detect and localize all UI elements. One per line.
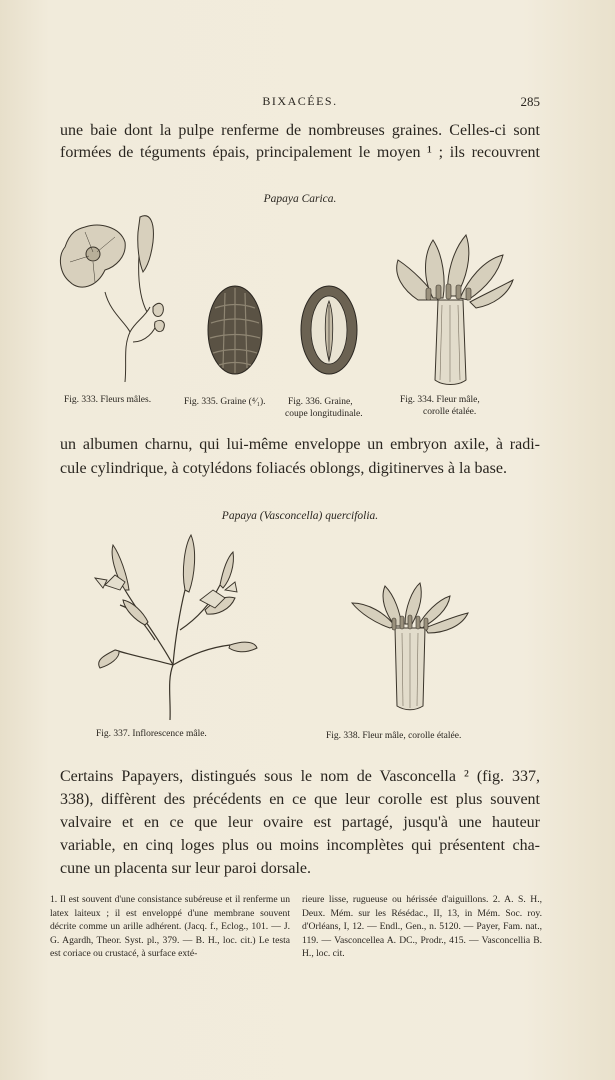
fig-333-male-flowers-illustration — [55, 212, 175, 387]
footnote-column-right — [302, 893, 542, 961]
figure-group-1-title: Papaya Carica. — [263, 193, 337, 205]
running-header — [60, 94, 540, 112]
paragraph-1-line-1: une baie dont la pulpe renferme de nombreuses graines. Celles-ci sont — [60, 122, 540, 139]
fig-334-caption-line-1: Fig. 334. Fleur mâle, — [400, 395, 480, 405]
page-number: 285 — [520, 94, 540, 109]
fig-338-corolla-illustration — [350, 578, 470, 713]
paragraph-3-line-3: valvaire et en ce que leur ovaire est partagé, jusqu'à une hauteur — [60, 814, 540, 831]
paragraph-3-line-5: cune un placenta sur leur paroi dorsale. — [60, 860, 312, 877]
paragraph-2-line-1: un albumen charnu, qui lui-même enveloppe un embryon axile, à radi- — [60, 436, 540, 453]
fig-335-seed-illustration — [205, 283, 265, 378]
fig-336-caption-line-2: coupe longitudinale. — [285, 409, 363, 419]
fig-337-caption: Fig. 337. Inflorescence mâle. — [96, 729, 207, 739]
footnote-1-text: 1. Il est souvent d'une consistance subéreuse et il renferme un latex laiteux ; il est enveloppé d'une membrane souvent décrite comme un arille adhérent. (Jacq. f., Eclog., 101. — J. G. Agardh, Theor. Syst. pl., 379. — B. H., loc. cit.) Le testa est coriace ou crustacé, à surface exté- — [50, 894, 290, 959]
fig-338-caption: Fig. 338. Fleur mâle, corolle étalée. — [326, 731, 462, 741]
fig-336-seed-section-illustration — [298, 283, 360, 378]
figure-group-2-title: Papaya (Vasconcella) quercifolia. — [221, 510, 379, 522]
fig-334-caption-line-2: corolle étalée. — [423, 407, 477, 417]
paragraph-2-line-2: cule cylindrique, à cotylédons foliacés oblongs, digitinerves à la base. — [60, 460, 507, 477]
paragraph-3-line-1: Certains Papayers, distingués sous le nom de Vasconcella ² (fig. 337, — [60, 768, 540, 785]
footnote-2-text: rieure lisse, rugueuse ou hérissée d'aiguillons. 2. A. S. H., Deux. Mém. sur les Résédac., II, 13, in Mém. Soc. roy. d'Orléans, I, 12. — Endl., Gen., n. 5120. — Payer, Fam. nat., 119. — Vasconcellea A. DC., Prodr., 415. — Vasconcellia B. H., loc. cit. — [302, 894, 542, 959]
running-title: BIXACÉES. — [262, 94, 338, 108]
paragraph-3-line-2: 338), diffèrent des précédents en ce que leur corolle est plus souvent — [60, 791, 540, 808]
paragraph-1-line-2: formées de téguments épais, principalement le moyen ¹ ; ils recouvrent — [60, 144, 540, 161]
fig-337-inflorescence-illustration — [85, 530, 260, 725]
fig-336-caption-line-1: Fig. 336. Graine, — [288, 397, 353, 407]
fig-334-corolla-illustration — [388, 230, 516, 388]
footnote-column-left — [50, 893, 290, 961]
fig-335-caption: Fig. 335. Graine (⁴⁄₁). — [184, 397, 266, 407]
paragraph-3-line-4: variable, en cinq loges plus ou moins incomplètes qui présentent cha- — [60, 837, 540, 854]
fig-333-caption: Fig. 333. Fleurs mâles. — [64, 395, 152, 405]
